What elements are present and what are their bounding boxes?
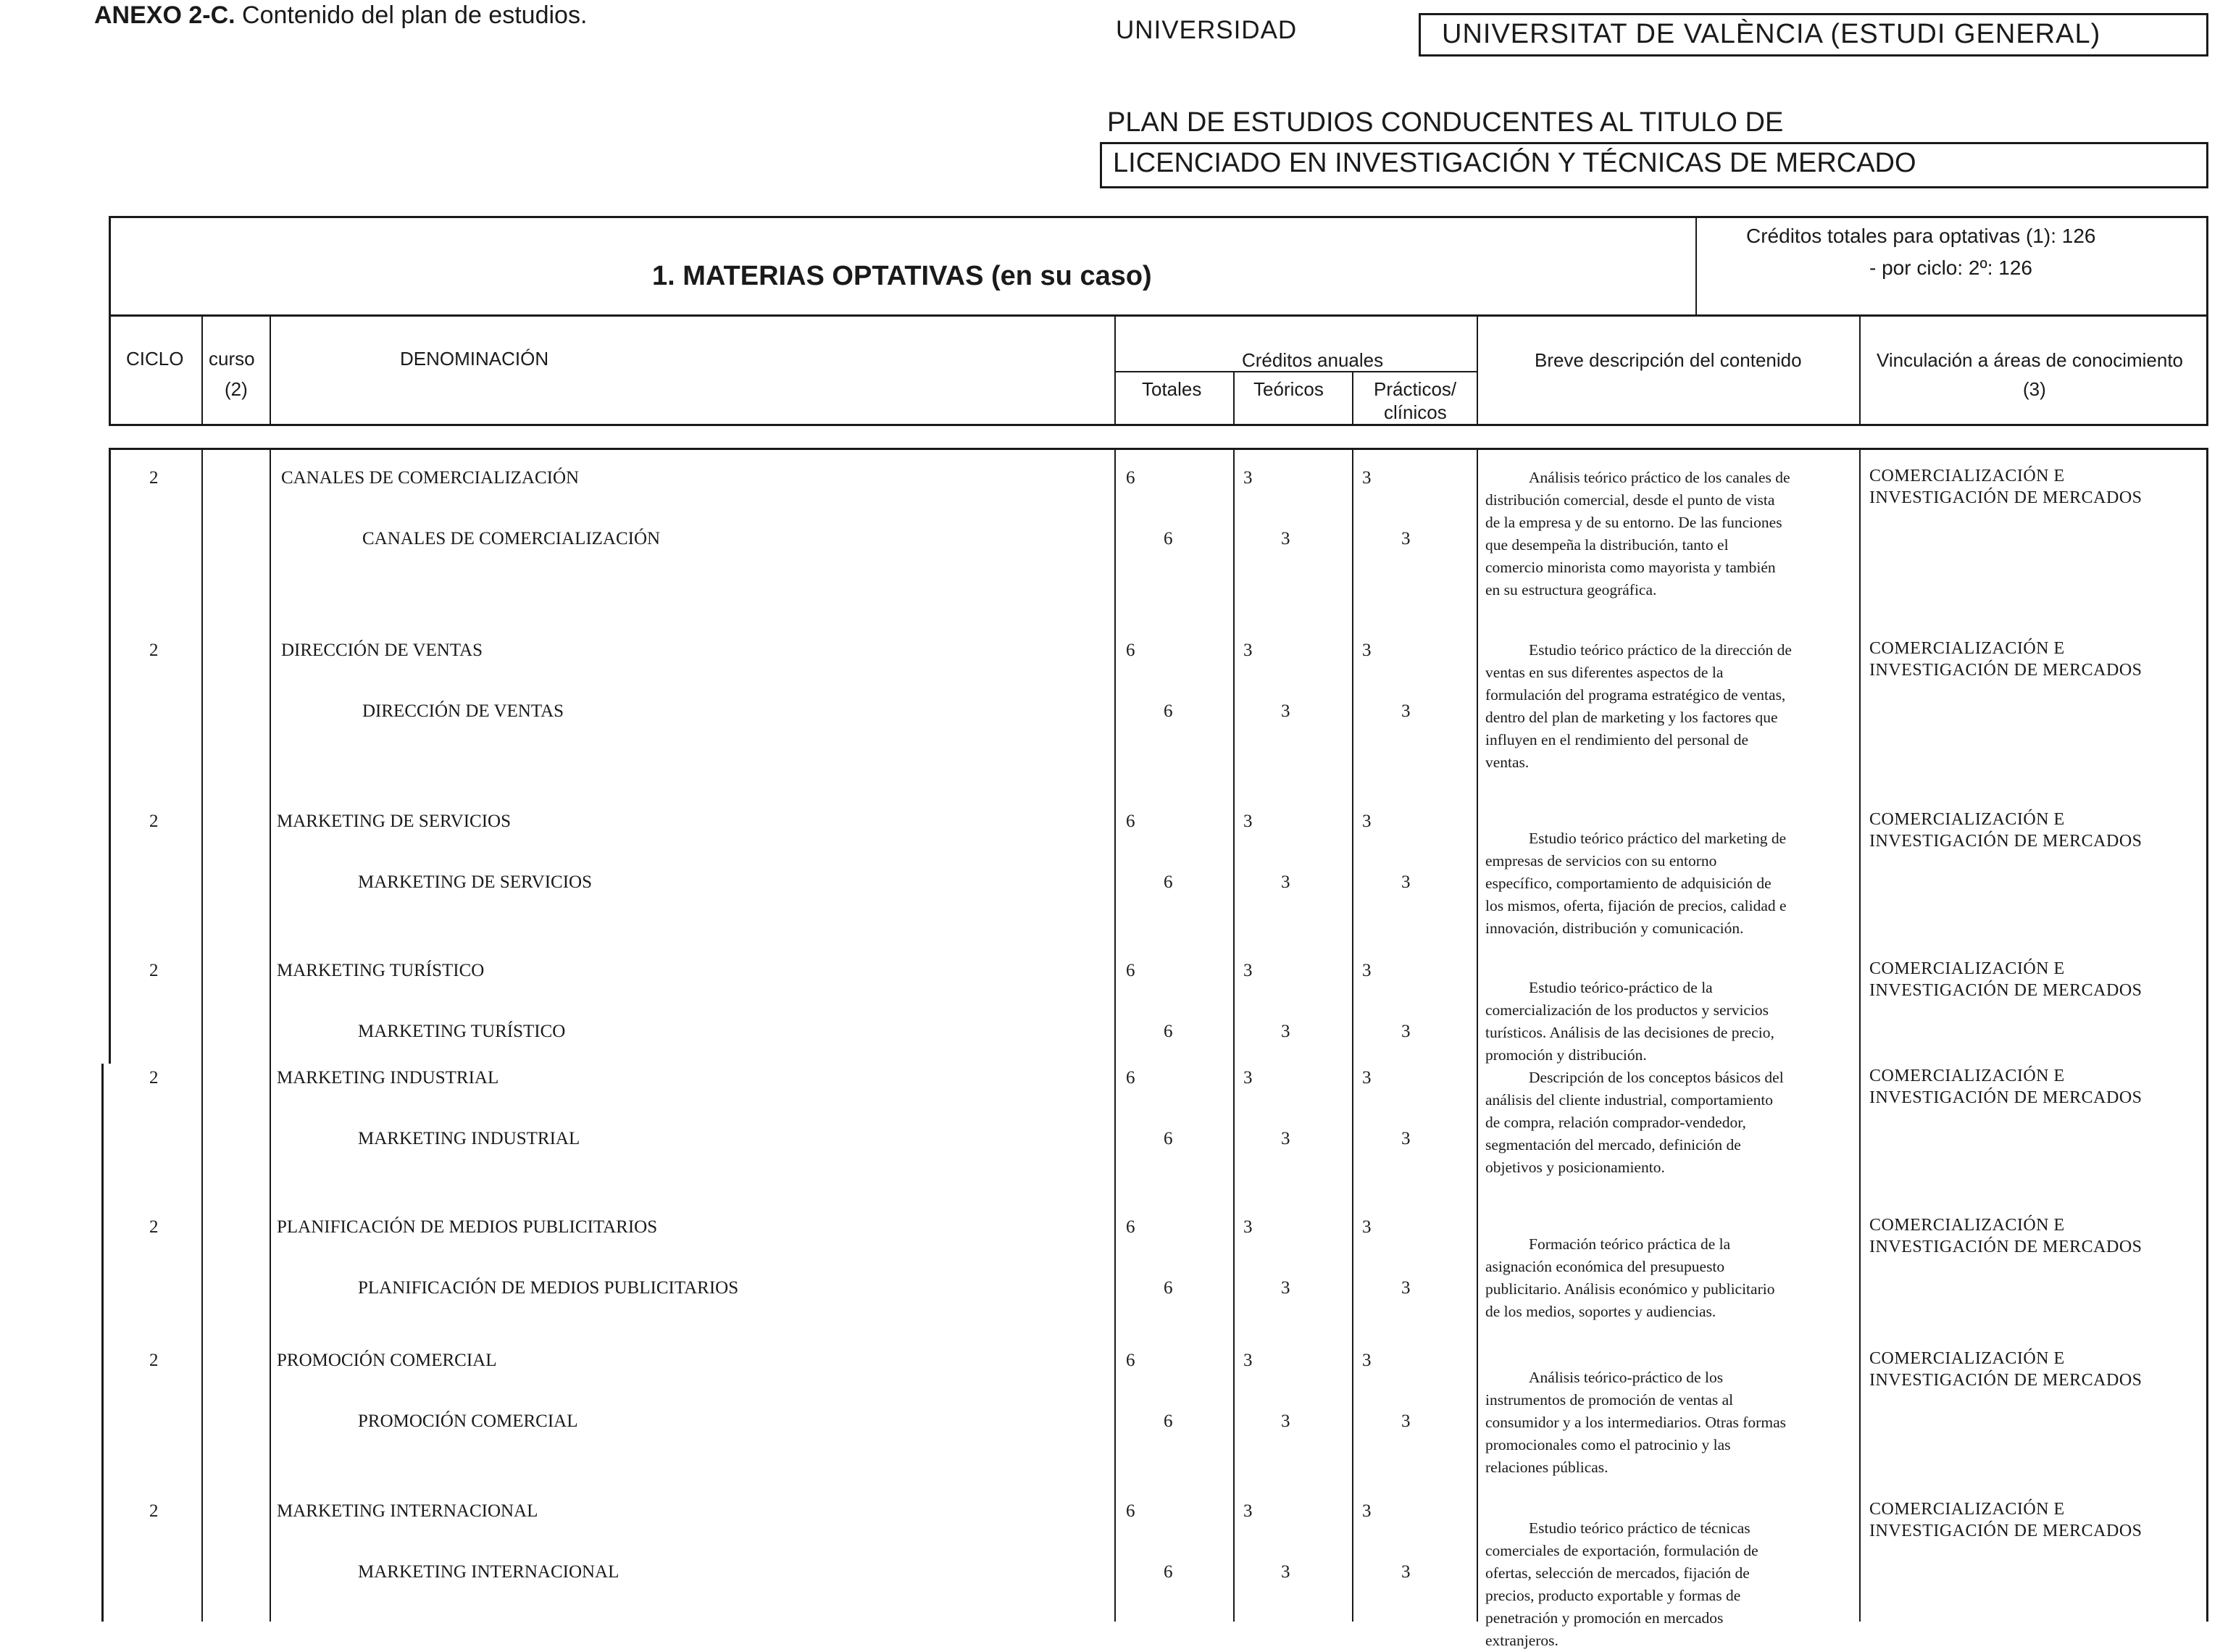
row-sub-totales: 6 [1164,1022,1173,1041]
row-ciclo: 2 [149,1351,159,1370]
description-line: asignación económica del presupuesto [1485,1258,1725,1275]
degree-name: LICENCIADO EN INVESTIGACIÓN Y TÉCNICAS DE MERCADO [1113,148,1916,178]
col-header-creditos: Créditos anuales [1242,349,1384,371]
description-line: relaciones públicas. [1485,1459,1608,1476]
col-divider [1352,371,1353,425]
description-line: promoción y distribución. [1485,1046,1647,1064]
col-header-curso-note: (2) [225,378,248,400]
row-sub-practicos: 3 [1401,701,1411,721]
row-description [1485,467,1856,601]
row-teoricos: 3 [1243,1068,1253,1088]
area-line: INVESTIGACIÓN DE MERCADOS [1869,1088,2142,1107]
row-sub-name: PLANIFICACIÓN DE MEDIOS PUBLICITARIOS [358,1278,739,1298]
description-line: comerciales de exportación, formulación de [1485,1542,1758,1559]
description-line: ventas en sus diferentes aspectos de la [1485,664,1724,681]
row-description [1485,1517,1856,1652]
row-name: DIRECCIÓN DE VENTAS [281,641,483,660]
row-description [1485,977,1856,1067]
row-teoricos: 3 [1243,812,1253,831]
description-line: objetivos y posicionamiento. [1485,1159,1665,1176]
description-line: Descripción de los conceptos básicos del [1529,1069,1784,1086]
row-sub-teoricos: 3 [1281,872,1290,892]
description-line: penetración y promoción en mercados [1485,1609,1724,1627]
description-line: en su estructura geográfica. [1485,581,1657,598]
row-ciclo: 2 [149,641,159,660]
description-line: de compra, relación comprador-vendedor, [1485,1114,1746,1131]
row-sub-teoricos: 3 [1281,1562,1290,1582]
row-teoricos: 3 [1243,468,1253,488]
area-line: COMERCIALIZACIÓN E [1869,639,2065,658]
col-divider [201,314,203,425]
description-line: turísticos. Análisis de las decisiones de precio, [1485,1024,1774,1041]
credits-total: Créditos totales para optativas (1): 126 [1746,225,2096,247]
col-header-vinculacion: Vinculación a áreas de conocimiento [1877,349,2184,371]
description-line: comercio minorista como mayorista y también [1485,559,1776,576]
row-name: MARKETING TURÍSTICO [277,961,485,980]
description-line: Estudio teórico práctico del marketing de [1529,830,1787,847]
row-sub-practicos: 3 [1401,872,1411,892]
area-line: COMERCIALIZACIÓN E [1869,1349,2065,1368]
description-line: de la empresa y de su entorno. De las funciones [1485,514,1782,531]
row-totales: 6 [1126,1351,1135,1370]
row-ciclo: 2 [149,468,159,488]
col-header-descripcion: Breve descripción del contenido [1535,349,1802,371]
col-header-clinicos: clínicos [1384,401,1447,423]
col-divider [270,314,271,425]
col-divider [1477,314,1478,425]
row-ciclo: 2 [149,1501,159,1521]
row-sub-practicos: 3 [1401,1278,1411,1298]
row-sub-name: DIRECCIÓN DE VENTAS [362,701,564,721]
description-line: Análisis teórico-práctico de los [1529,1369,1724,1386]
area-line: COMERCIALIZACIÓN E [1869,1500,2065,1519]
area-line: COMERCIALIZACIÓN E [1869,1216,2065,1235]
col-header-curso: curso [209,348,255,370]
description-line: Estudio teórico práctico de la dirección de [1529,641,1792,659]
row-ciclo: 2 [149,961,159,980]
row-sub-practicos: 3 [1401,1022,1411,1041]
row-sub-teoricos: 3 [1281,529,1290,548]
area-line: INVESTIGACIÓN DE MERCADOS [1869,832,2142,851]
row-sub-teoricos: 3 [1281,1411,1290,1431]
row-sub-practicos: 3 [1401,529,1411,548]
row-name: MARKETING INDUSTRIAL [277,1068,499,1088]
row-teoricos: 3 [1243,961,1253,980]
area-line: COMERCIALIZACIÓN E [1869,467,2065,485]
col-divider [1859,448,1861,1622]
row-description [1485,827,1856,940]
row-sub-practicos: 3 [1401,1411,1411,1431]
row-practicos: 3 [1362,641,1372,660]
description-line: Análisis teórico práctico de los canales de [1529,469,1790,486]
description-line: precios, producto exportable y formas de [1485,1587,1741,1604]
row-sub-name: PROMOCIÓN COMERCIAL [358,1411,578,1431]
row-totales: 6 [1126,468,1135,488]
row-name: PROMOCIÓN COMERCIAL [277,1351,497,1370]
row-totales: 6 [1126,1217,1135,1237]
row-totales: 6 [1126,641,1135,660]
row-area [1869,1498,2142,1542]
col-header-vinculacion-note: (3) [2023,378,2046,400]
col-divider [1114,448,1116,1622]
row-description [1485,639,1856,774]
header-border-bottom [109,424,2208,426]
description-line: consumidor y a los intermediarios. Otras formas [1485,1414,1786,1431]
row-area [1869,1065,2142,1109]
col-header-practicos: Prácticos/ [1374,378,1457,400]
description-line: análisis del cliente industrial, comportamiento [1485,1091,1774,1109]
description-line: Estudio teórico práctico de técnicas [1529,1519,1750,1537]
description-line: extranjeros. [1485,1632,1558,1649]
description-line: ventas. [1485,754,1530,771]
col-divider [1477,448,1478,1622]
row-name: PLANIFICACIÓN DE MEDIOS PUBLICITARIOS [277,1217,658,1237]
row-sub-teoricos: 3 [1281,1022,1290,1041]
row-practicos: 3 [1362,1351,1372,1370]
description-line: formulación del programa estratégico de ventas, [1485,686,1786,704]
row-name: MARKETING INTERNACIONAL [277,1501,538,1521]
description-line: ofertas, selección de mercados, fijación de [1485,1564,1750,1582]
area-line: INVESTIGACIÓN DE MERCADOS [1869,1522,2142,1540]
row-area [1869,465,2142,509]
description-line: instrumentos de promoción de ventas al [1485,1391,1734,1409]
header-border-top [109,216,2208,218]
row-sub-totales: 6 [1164,529,1173,548]
description-line: los mismos, oferta, fijación de precios, calidad e [1485,897,1787,914]
row-sub-totales: 6 [1164,701,1173,721]
row-description [1485,1233,1856,1323]
row-practicos: 3 [1362,1217,1372,1237]
header-border-left [109,216,111,426]
col-divider [201,448,203,1622]
row-practicos: 3 [1362,961,1372,980]
row-ciclo: 2 [149,1217,159,1237]
row-practicos: 3 [1362,1501,1372,1521]
col-divider [1233,448,1235,1622]
row-description [1485,1367,1856,1479]
header-border-right [2206,216,2208,426]
col-divider [1114,314,1116,425]
description-line: de los medios, soportes y audiencias. [1485,1303,1716,1320]
description-line: innovación, distribución y comunicación. [1485,919,1744,937]
description-line: Formación teórico práctica de la [1529,1235,1731,1253]
row-sub-name: MARKETING DE SERVICIOS [358,872,592,892]
description-line: promocionales como el patrocinio y las [1485,1436,1731,1453]
row-totales: 6 [1126,812,1135,831]
row-teoricos: 3 [1243,1217,1253,1237]
annex-label: ANEXO 2-C. [94,1,235,29]
area-line: COMERCIALIZACIÓN E [1869,959,2065,978]
row-practicos: 3 [1362,468,1372,488]
row-sub-teoricos: 3 [1281,701,1290,721]
row-sub-practicos: 3 [1401,1129,1411,1148]
row-practicos: 3 [1362,1068,1372,1088]
row-totales: 6 [1126,961,1135,980]
row-teoricos: 3 [1243,641,1253,660]
description-line: distribución comercial, desde el punto de vista [1485,491,1775,509]
header-divider [109,314,2208,317]
row-ciclo: 2 [149,1068,159,1088]
row-sub-totales: 6 [1164,872,1173,892]
area-line: INVESTIGACIÓN DE MERCADOS [1869,981,2142,1000]
row-name: CANALES DE COMERCIALIZACIÓN [281,468,580,488]
body-border-left [109,448,111,1064]
row-sub-name: MARKETING TURÍSTICO [358,1022,566,1041]
annex-subtitle: Contenido del plan de estudios. [235,1,588,29]
body-border-left-lower [101,1064,104,1622]
row-area [1869,1214,2142,1258]
description-line: empresas de servicios con su entorno [1485,852,1717,869]
area-line: INVESTIGACIÓN DE MERCADOS [1869,1238,2142,1256]
description-line: dentro del plan de marketing y los factores que [1485,709,1778,726]
area-line: INVESTIGACIÓN DE MERCADOS [1869,488,2142,507]
col-divider [1352,448,1353,1622]
credits-per-cycle: - por ciclo: 2º: 126 [1869,256,2032,279]
row-sub-name: MARKETING INTERNACIONAL [358,1562,619,1582]
area-line: COMERCIALIZACIÓN E [1869,1067,2065,1085]
row-practicos: 3 [1362,812,1372,831]
row-sub-name: MARKETING INDUSTRIAL [358,1129,580,1148]
row-ciclo: 2 [149,812,159,831]
row-totales: 6 [1126,1501,1135,1521]
description-line: publicitario. Análisis económico y publicitario [1485,1280,1775,1298]
row-teoricos: 3 [1243,1501,1253,1521]
row-sub-teoricos: 3 [1281,1129,1290,1148]
row-sub-totales: 6 [1164,1562,1173,1582]
body-border-right [2206,448,2208,1622]
row-area [1869,958,2142,1001]
description-line: comercialización de los productos y servicios [1485,1001,1769,1019]
row-area [1869,638,2142,681]
area-line: INVESTIGACIÓN DE MERCADOS [1869,1371,2142,1390]
description-line: que desempeña la distribución, tanto el [1485,536,1729,554]
description-line: influyen en el rendimiento del personal de [1485,731,1748,748]
row-sub-totales: 6 [1164,1278,1173,1298]
area-line: COMERCIALIZACIÓN E [1869,810,2065,829]
row-totales: 6 [1126,1068,1135,1088]
description-line: específico, comportamiento de adquisición de [1485,875,1772,892]
col-header-ciclo: CICLO [126,348,184,370]
row-sub-teoricos: 3 [1281,1278,1290,1298]
row-teoricos: 3 [1243,1351,1253,1370]
description-line: segmentación del mercado, definición de [1485,1136,1741,1154]
row-area [1869,1348,2142,1391]
row-sub-totales: 6 [1164,1411,1173,1431]
plan-heading: PLAN DE ESTUDIOS CONDUCENTES AL TITULO DE [1107,107,1784,138]
col-divider [1233,371,1235,425]
col-header-totales: Totales [1142,378,1202,400]
row-name: MARKETING DE SERVICIOS [277,812,511,831]
row-sub-practicos: 3 [1401,1562,1411,1582]
title-credit-divider [1695,216,1697,316]
annex-heading [94,1,587,30]
col-header-teoricos: Teóricos [1253,378,1324,400]
row-area [1869,809,2142,852]
body-border-top [109,448,2208,450]
row-sub-totales: 6 [1164,1129,1173,1148]
row-sub-name: CANALES DE COMERCIALIZACIÓN [362,529,661,548]
table-title: 1. MATERIAS OPTATIVAS (en su caso) [652,261,1152,291]
area-line: INVESTIGACIÓN DE MERCADOS [1869,661,2142,680]
col-divider [270,448,271,1622]
col-header-denominacion: DENOMINACIÓN [400,348,549,370]
description-line: Estudio teórico-práctico de la [1529,979,1713,996]
row-description [1485,1067,1856,1179]
university-label: UNIVERSIDAD [1116,16,1298,44]
university-name: UNIVERSITAT DE VALÈNCIA (ESTUDI GENERAL) [1442,19,2101,49]
col-divider [1859,314,1861,425]
